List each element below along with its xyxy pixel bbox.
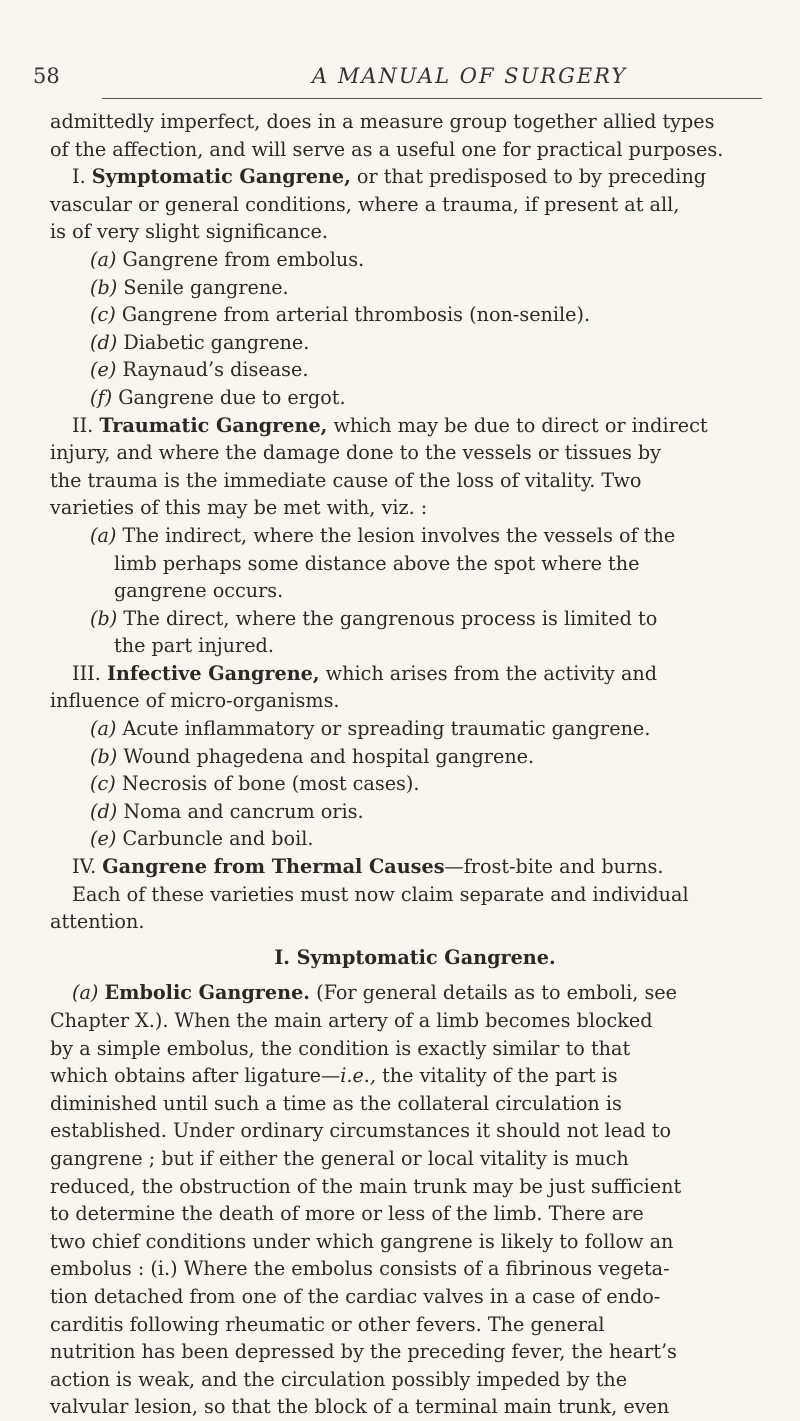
list-item: (e) Carbuncle and boil. [90,827,314,851]
list-item: (e) Raynaud’s disease. [90,358,309,382]
text-line: which obtains after ligature—i.e., the vitality of the part is [50,1064,618,1088]
text-line: by a simple embolus, the condition is exactly similar to that [50,1036,631,1060]
text-line: of the affection, and will serve as a useful one for practical purposes. [50,137,724,161]
list-item-continuation: the part injured. [114,634,274,658]
term-thermal-gangrene: Gangrene from Thermal Causes [102,855,445,879]
text-line: vascular or general conditions, where a trauma, if present at all, [50,192,680,216]
text-line: Chapter X.). When the main artery of a limb becomes blocked [50,1009,653,1032]
list-item: (d) Noma and cancrum oris. [90,799,364,823]
text-line: embolus : (i.) Where the embolus consists of a fibrinous vegeta- [50,1257,670,1281]
term-embolic-gangrene: Embolic Gangrene. [104,981,310,1005]
classification-item-infective: III. Infective Gangrene, which arises from the activity and [72,661,658,685]
running-head: A MANUAL OF SURGERY [312,64,628,88]
classification-item-thermal: IV. Gangrene from Thermal Causes—frost-bite and burns. [72,855,664,879]
classification-item-symptomatic: I. Symptomatic Gangrene, or that predisposed to by preceding [72,165,707,189]
page-header [0,0,800,100]
term-traumatic-gangrene: Traumatic Gangrene, [99,413,328,437]
list-item-continuation: limb perhaps some distance above the spot where the [114,551,640,575]
text-line: reduced, the obstruction of the main trunk may be just sufficient [50,1174,682,1198]
text-line: the trauma is the immediate cause of the loss of vitality. Two [50,468,642,492]
text-line: established. Under ordinary circumstances it should not lead to [50,1119,672,1143]
text-line: valvular lesion, so that the block of a terminal main trunk, even [50,1395,670,1419]
text-line: admittedly imperfect, does in a measure group together allied types [50,110,715,133]
classification-item-traumatic: II. Traumatic Gangrene, which may be due to direct or indirect [72,413,708,437]
text-line: tion detached from one of the cardiac valves in a case of endo- [50,1284,661,1308]
list-item: (f) Gangrene due to ergot. [90,385,346,409]
header-rule [102,98,762,99]
list-item: (c) Necrosis of bone (most cases). [90,772,420,796]
text-line: carditis following rheumatic or other fevers. The general [50,1312,605,1336]
text-line: attention. [50,910,145,934]
text-line: gangrene ; but if either the general or local vitality is much [50,1146,629,1170]
paragraph-start: (a) Embolic Gangrene. (For general details as to emboli, see [72,981,678,1005]
list-item: (d) Diabetic gangrene. [90,330,310,354]
page-number: 58 [33,64,60,88]
page-body [50,108,764,1421]
list-item: (c) Gangrene from arterial thrombosis (non-senile). [90,303,591,327]
text-line: is of very slight significance. [50,220,329,244]
text-line: varieties of this may be met with, viz. : [50,496,428,520]
list-item: (b) The direct, where the gangrenous process is limited to [90,606,658,630]
text-line: to determine the death of more or less of the limb. There are [50,1202,644,1226]
section-heading: I. Symptomatic Gangrene. [274,945,556,969]
list-item: (a) Gangrene from embolus. [90,247,365,271]
term-infective-gangrene: Infective Gangrene, [106,661,320,685]
text-line: Each of these varieties must now claim separate and individual [72,882,689,906]
text-line: diminished until such a time as the collateral circulation is [50,1091,622,1115]
list-item: (a) Acute inflammatory or spreading traumatic gangrene. [90,717,651,741]
text-line: action is weak, and the circulation possibly impeded by the [50,1367,628,1391]
text-line: injury, and where the damage done to the vessels or tissues by [50,441,662,465]
list-item-continuation: gangrene occurs. [114,579,284,603]
text-line: two chief conditions under which gangrene is likely to follow an [50,1229,674,1253]
list-item: (b) Senile gangrene. [90,275,289,299]
term-symptomatic-gangrene: Symptomatic Gangrene, [91,165,351,189]
text-line: nutrition has been depressed by the preceding fever, the heart’s [50,1340,677,1364]
list-item: (b) Wound phagedena and hospital gangrene. [90,744,535,768]
list-item: (a) The indirect, where the lesion involves the vessels of the [90,523,676,547]
text-line: influence of micro-organisms. [50,689,340,713]
